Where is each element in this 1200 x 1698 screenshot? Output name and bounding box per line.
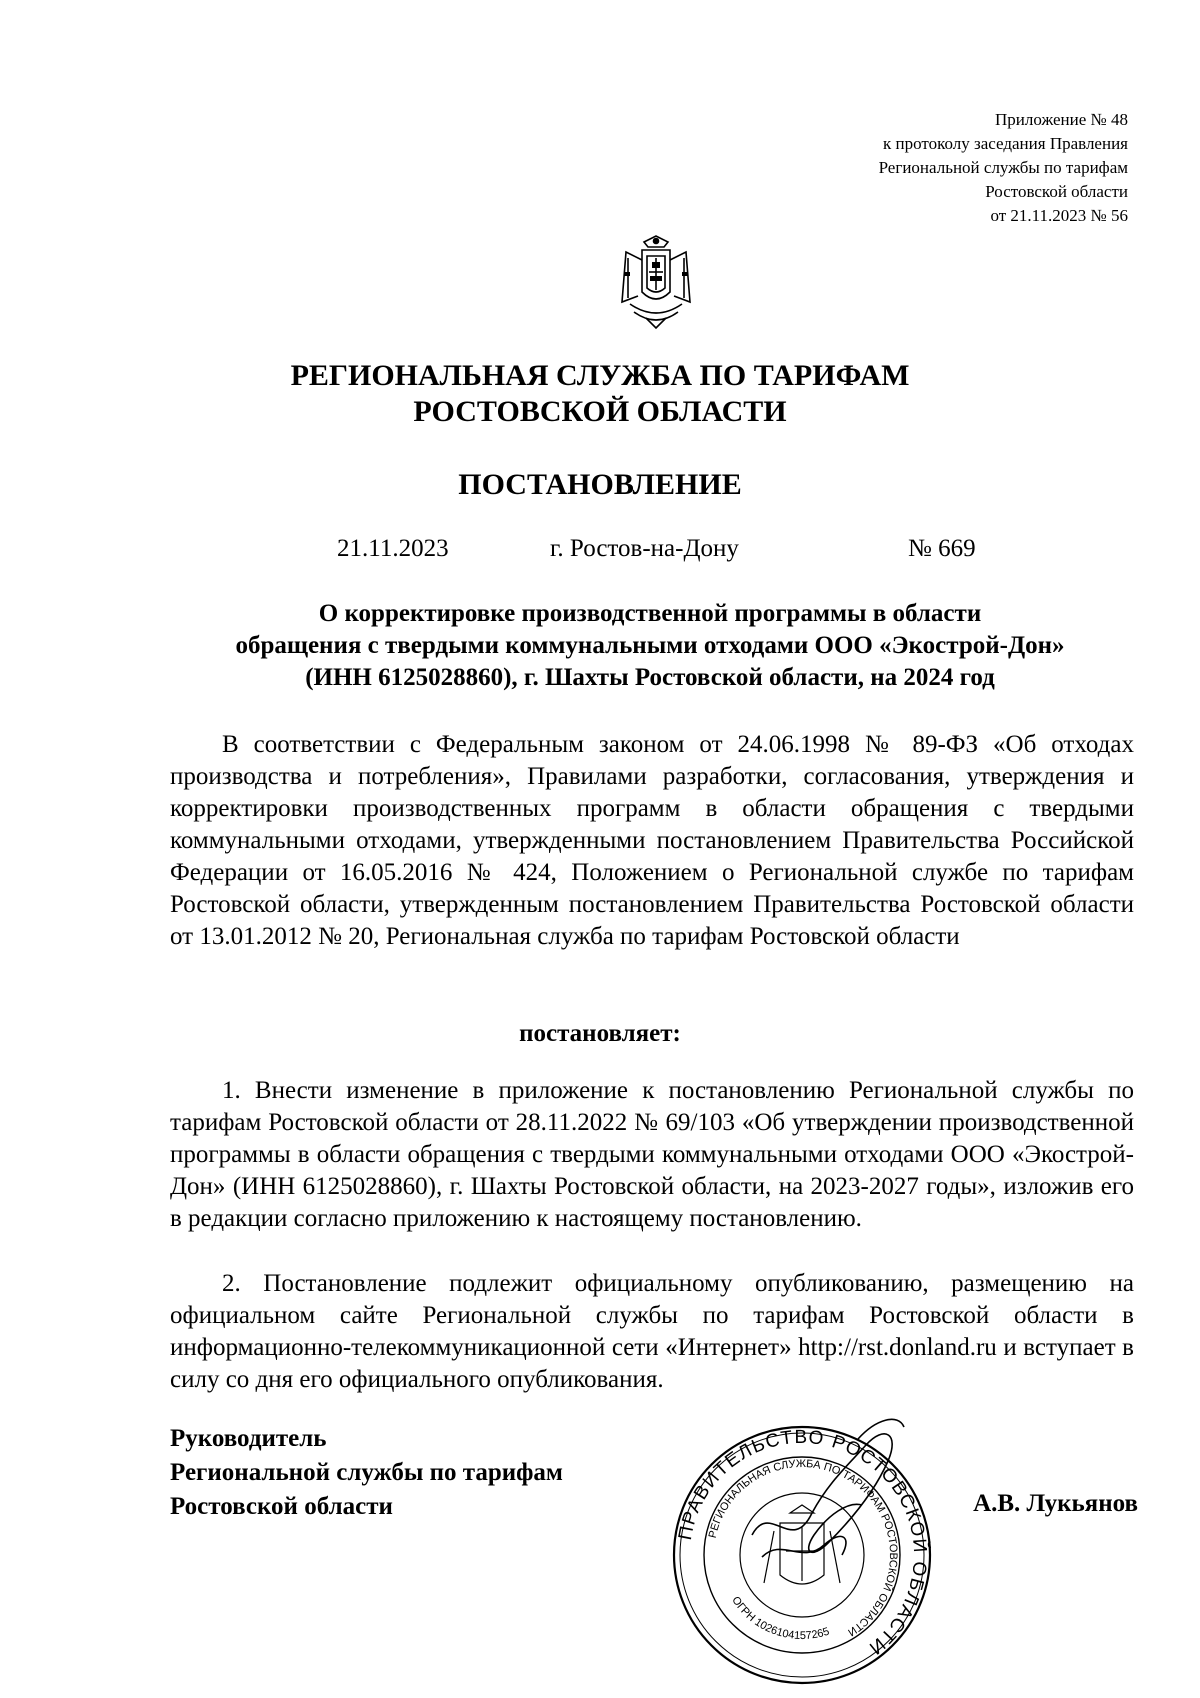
signatory-position-line: Ростовской области	[170, 1493, 393, 1520]
seal-inner-text: РЕГИОНАЛЬНАЯ СЛУЖБА ПО ТАРИФАМ РОСТОВСКОЙ ОБЛАСТИ	[706, 1457, 900, 1639]
legal-basis-paragraph: В соответствии с Федеральным законом от 24.06.1998 № 89-ФЗ «Об отходах производства и потребления», Правилами разработки, согласования, утверждения и корректировки производственных программ в области обращения с твердыми коммунальными отходами, утвержденными постановлением Правительства Российской Федерации от 16.05.2016 № 424, Положением о Региональной службе по тарифам Ростовской области, утвержденным постановлением Правительства Ростовской области от 13.01.2012 № 20, Региональная служба по тарифам Ростовской области	[170, 731, 1134, 950]
seal-outer-text: ПРАВИТЕЛЬСТВО РОСТОВСКОЙ ОБЛАСТИ	[674, 1426, 931, 1659]
subject-line: О корректировке производственной программы в области	[318, 600, 982, 627]
signatory-position-line: Региональной службы по тарифам	[170, 1459, 563, 1486]
document-date: 21.11.2023	[337, 535, 449, 562]
signatory-position	[170, 1422, 563, 1524]
appendix-line: Региональной службы по тарифам	[878, 158, 1128, 177]
resolution-item-2: 2. Постановление подлежит официальному опубликованию, размещению на официальном сайте Региональной службы по тарифам Ростовской области в информационно-телекоммуникационной сети «Интернет» http://rst.donland.ru и вступает в силу со дня его официального опубликования.	[170, 1270, 1134, 1393]
resolution-item-1: 1. Внести изменение в приложение к постановлению Региональной службы по тарифам Ростовской области от 28.11.2022 № 69/103 «Об утверждении производственной программы в области обращения с твердыми коммунальными отходами ООО «Экострой-Дон» (ИНН 6125028860), г. Шахты Ростовской области, на 2023-2027 годы», изложив его в редакции согласно приложению к настоящему постановлению.	[170, 1077, 1134, 1232]
signatory-position-line: Руководитель	[170, 1425, 327, 1452]
document-number: № 669	[908, 535, 976, 562]
appendix-line: Ростовской области	[985, 182, 1128, 201]
appendix-line: к протоколу заседания Правления	[883, 134, 1128, 153]
document-type-heading: ПОСТАНОВЛЕНИЕ	[458, 468, 742, 501]
subject-line: (ИНН 6125028860), г. Шахты Ростовской области, на 2024 год	[305, 664, 995, 691]
organization-title-line: РОСТОВСКОЙ ОБЛАСТИ	[413, 395, 787, 428]
appendix-line: Приложение № 48	[995, 110, 1128, 129]
official-seal-icon	[652, 1405, 962, 1695]
rostov-oblast-coat-of-arms-icon	[606, 232, 706, 332]
organization-title	[0, 358, 1200, 430]
document-city: г. Ростов-на-Дону	[550, 535, 739, 562]
seal-emblem-icon	[764, 1505, 840, 1584]
seal-ogrn-text: ОГРН 1026104157265	[729, 1594, 831, 1643]
document-subject	[170, 598, 1130, 694]
appendix-note	[879, 108, 1128, 228]
decision-heading: постановляет:	[519, 1020, 681, 1047]
appendix-line: от 21.11.2023 № 56	[990, 206, 1128, 225]
subject-line: обращения с твердыми коммунальными отходами ООО «Экострой-Дон»	[235, 632, 1065, 659]
signatory-name: А.В. Лукьянов	[973, 1490, 1138, 1517]
organization-title-line: РЕГИОНАЛЬНАЯ СЛУЖБА ПО ТАРИФАМ	[290, 359, 910, 392]
